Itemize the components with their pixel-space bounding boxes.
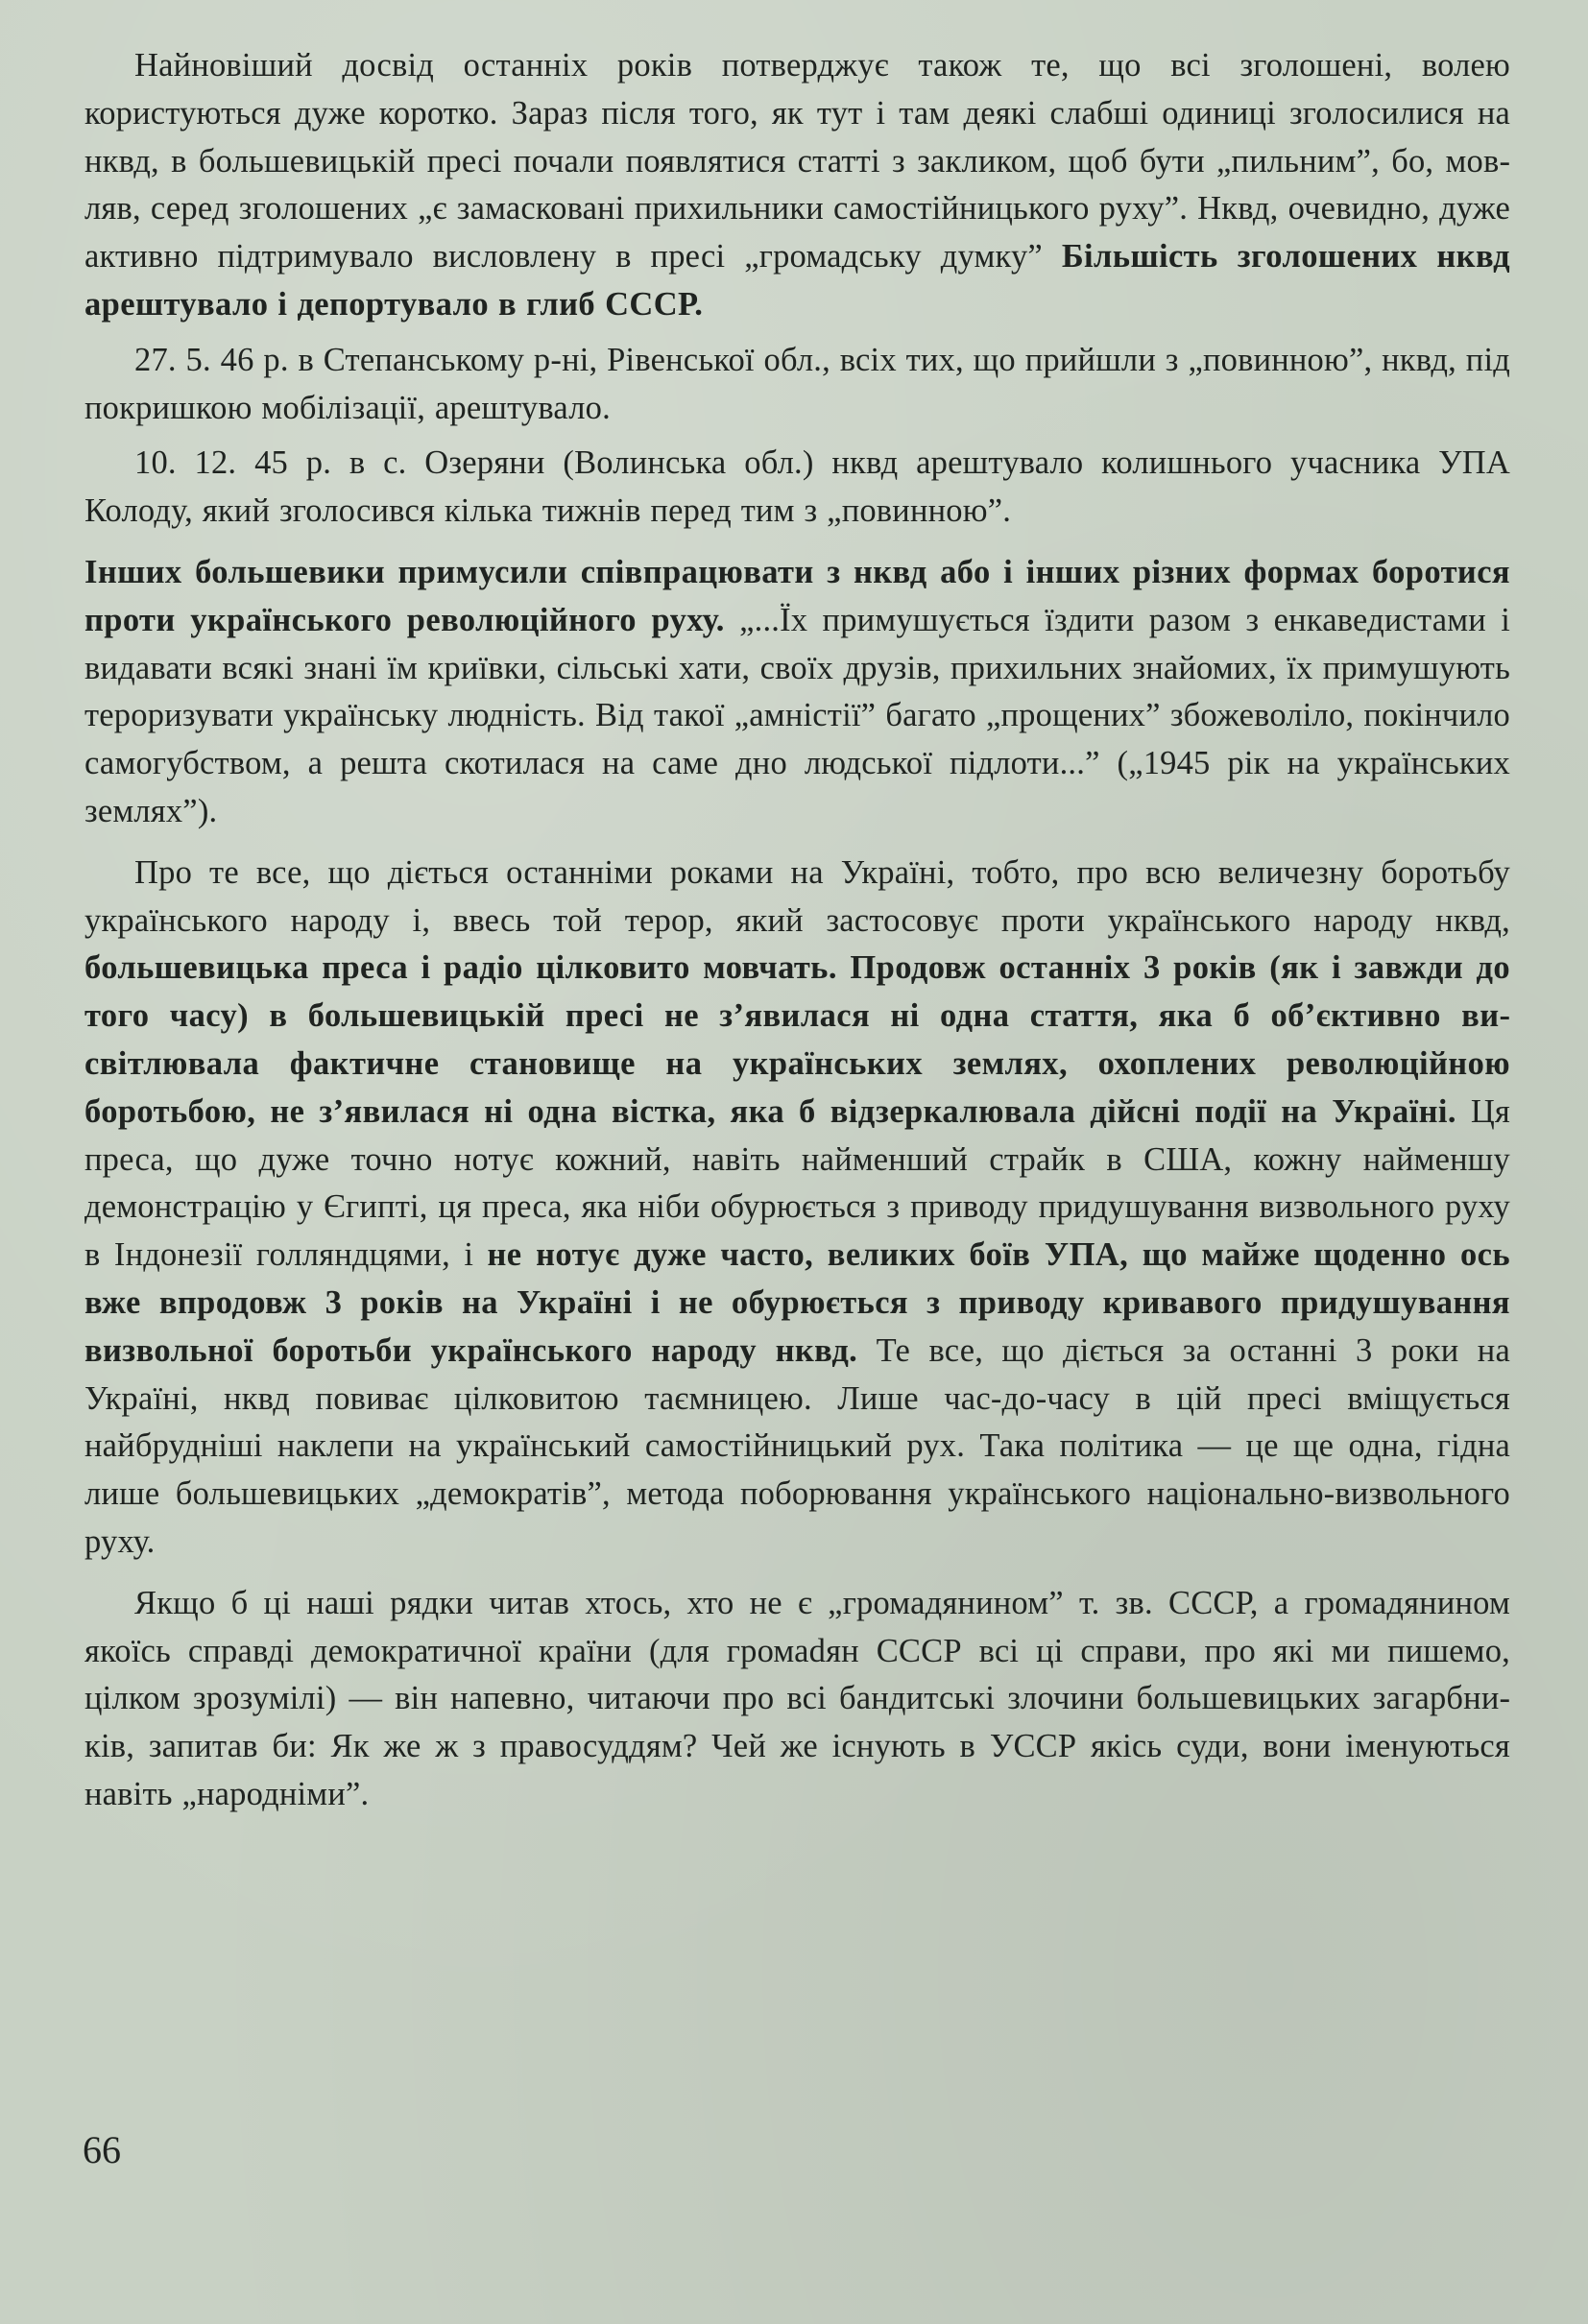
paragraph-p1 <box>84 42 1510 329</box>
paragraph-p2 <box>84 337 1510 433</box>
paragraph-p4 <box>84 549 1510 836</box>
paragraph-p5 <box>84 850 1510 1567</box>
bold-text-segment: не нотує дуже часто, великих боїв УПА, що майже щоденно ось вже впродовж 3 років на Україні і не обурюється з приводу кривавого придушування визвольної боротьби українського народу нквд. <box>84 1236 1510 1369</box>
text-segment: Ця преса, що дуже точно нотує кожний, навіть найменший страйк в США, кожну найменшу демонстрацію у Єгипті, ця преса, яка ніби обурюється з приводу придушування визвольного руху в Індонезії голляндцями, і <box>84 1092 1510 1274</box>
text-segment: Найновіший досвід останніх років потверджує також те, що всі зголошені, волею користуються дуже коротко. Зараз після того, як тут і там деякі слабші одиниці зголосилися на нквд, в большевицькій пресі почали появлятися статті з закликом, щоб бути „пильним”, бо, мовляв, серед зголошених „є замасковані прихильники самостійницького руху”. Нквд, очевидно, дуже активно підтримувало висловлену в пресі „громадську думку” <box>84 47 1510 276</box>
paragraph-p6 <box>84 1580 1510 1819</box>
text-segment: Якщо б ці наші рядки читав хтось, хто не є „громадянином” т. зв. СССР, а громадянином якоїсь справді демократичної країни (для громаdян СССР всі ці справи, про які ми пишемо, цілком зрозумілі) — він напевно, читаючи про всі бандитські злочини большевицьких загарбників, запитав би: Як же ж з правосуддям? Чей же існують в УССР якісь суди, вони іменуються навіть „народніми”. <box>84 1584 1510 1812</box>
bold-text-segment: Більшість зголошених нквд арештувало і депортувало в глиб СССР. <box>84 238 1510 323</box>
bold-text-segment: большевицька преса і радіо цілковито мовчать. Продовж останніх 3 років (як і завжди до того часу) в большевицькій пресі не з’явилася ні одна стаття, яка б об’єктивно висвітлювала фактичне становище на українських землях, охоплених революційною боротьбою, не з’явилася ні одна вістка, яка б відзеркалювала дійсні події на Україні. <box>84 949 1510 1130</box>
text-segment: Те все, що діється за останні 3 роки на Україні, нквд повиває цілковитою таємницею. Лише час-до-часу в цій пресі вміщується найбрудніші наклепи на український самостійницький рух. Така політика — це ще одна, гідна лише большевицьких „демократів”, метода поборювання українського національно-визвольного руху. <box>84 1331 1510 1560</box>
text-segment: 10. 12. 45 р. в с. Озеряни (Волинська обл.) нквд арештувало колишнього учасника УПА Колоду, який зголосився кілька тижнів перед тим з „повинною”. <box>84 444 1510 530</box>
text-segment: „...Їх примушується їздити разом з енкаведистами і видавати всякі знані їм криївки, сільські хати, своїх друзів, прихильних знайомих, їх примушують тероризувати українську людність. Від такої „амністії” багато „прощених” збожеволіло, покінчило самогубством, а решта скотилася на саме дно людської підлоти...” („1945 рік на українських землях”). <box>84 601 1510 829</box>
text-segment: 27. 5. 46 р. в Степанському р-ні, Рівенської обл., всіх тих, що прийшли з „повинною”, нквд, під покришкою мобілізації, арештувало. <box>84 341 1511 426</box>
paragraph-p3 <box>84 440 1510 536</box>
text-segment: Про те все, що діється останніми роками на Україні, тобто, про всю величезну боротьбу українського народу і, ввесь той терор, який застосовує проти українського народу нквд, <box>84 853 1510 939</box>
bold-text-segment: Інших большевики примусили співпрацювати з нквд або і інших різних формах боротися проти українського революційного руху. <box>84 553 1510 638</box>
body-text <box>84 42 1510 1819</box>
page-number: 66 <box>83 2128 121 2171</box>
